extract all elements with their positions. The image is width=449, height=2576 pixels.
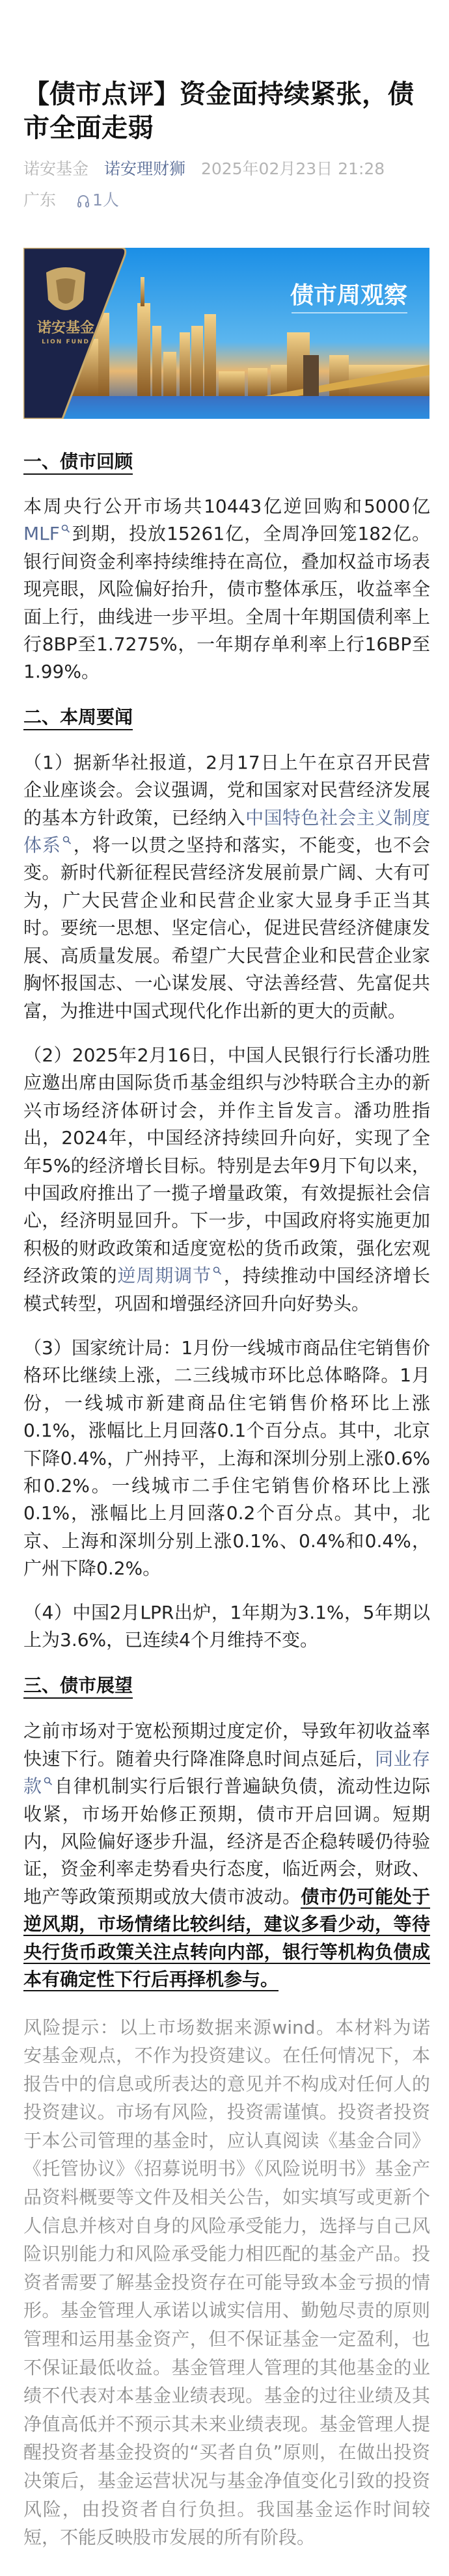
keyword-link-socialism-system[interactable]: 中国特色社会主义制度体系 [23,806,430,856]
section-heading-review: 一、债市回顾 [23,450,133,475]
review-paragraph [23,493,430,686]
source-name: 诺安基金 [23,159,89,178]
keyword-link-interbank-deposit[interactable]: 同业存款 [23,1747,430,1798]
text: ，持续推动中国经济增长模式转型，巩固和增强经济回升向好势头。 [23,1265,430,1314]
lion-logo [46,267,85,310]
text: ，将一以贯之坚持和落实，不能变，也不会变。新时代新征程民营经济发展前景广阔、大有可为，广大民营企业和民营企业家大显身手正当其时。要统一思想、坚定信心，促进民营经济健康发展、高质量发展。希望广大民营企业和民营企业家胸怀报国志、一心谋发展、守法善经营、先富促共富，为推进中国式现代化作出新的更大的贡献。 [23,834,430,1022]
text: （1）据新华社报道，2月17日上午在京召开民营企业座谈会。会议强调，党和国家对民营经济发展的基本方针政策，已经纳入 [23,751,430,829]
publish-datetime: 2025年02月23日 21:28 [200,159,385,178]
article-title: 【债市点评】资金面持续紧张，债市全面走弱 [23,79,414,143]
section-heading-outlook: 三、债市展望 [23,1674,133,1699]
news-item-4: （4）中国2月LPR出炉，1年期为3.1%，5年期以上为3.6%，已连续4个月维持不变。 [23,1601,430,1651]
brand-cn: 诺安基金 [36,320,95,336]
text: 到期，投放15261亿，全周净回笼182亿。银行间资金利率持续维持在高位，叠加权益市场表现亮眼，风险偏好抬升，债市整体承压，收益率全面上行，曲线进一步平坦。全周十年期国债利率上行8BP至1.7275%，一年期存单利率上行16BP至1.99%。 [23,523,430,683]
outlook-conclusion: 债市仍可能处于逆风期，市场情绪比较纠结，建议多看少动，等待央行货币政策关注点转向内部，银行等机构负债成本有确定性下行后再择机参与。 [23,1885,430,1991]
banner-water [23,396,429,419]
banner-title: 债市周观察 [290,282,408,309]
news-item-3: （3）国家统计局：1月份一线城市商品住宅销售价格环比继续上涨，二三线城市环比总体略降。1月份，一线城市新建商品住宅销售价格环比上涨0.1%，涨幅比上月回落0.1个百分点。其中，北京下降0.4%，广州持平，上海和深圳分别上涨0.6%和0.2%。一线城市二手住宅销售价格环比上涨0.1%，涨幅比上月回落0.2个百分点。其中，北京、上海和深圳分别上涨0.1%、0.4%和0.4%，广州下降0.2%。 [23,1336,430,1580]
text: 之前市场对于宽松预期过度定价，导致年初收益率快速下行。随着央行降准降息时间点延后， [23,1720,430,1770]
account-link[interactable]: 诺安理财狮 [103,159,185,178]
search-icon[interactable] [62,836,72,845]
article-location-row [23,191,119,210]
news-item-2 [23,1042,430,1318]
outlook-paragraph [23,1718,430,1993]
headphones-icon [77,194,90,208]
banner-image [23,248,429,419]
brand-en: LION FUND [42,339,90,345]
article-body [23,450,430,2552]
search-icon[interactable] [61,524,70,533]
keyword-link-mlf[interactable]: MLF [23,523,60,545]
text: 自律机制实行后银行普遍缺负债，流动性边际收紧，市场开始修正预期，债市开启回调。短期内，风险偏好逐步升温，经济是否企稳转暖仍待验证，资金利率走势看央行态度，临近两会，财政、地产等政策预期或放大债市波动。 [23,1775,430,1907]
news-item-1 [23,749,430,1025]
search-icon[interactable] [44,1777,53,1786]
risk-disclaimer: 风险提示：以上市场数据来源wind。本材料为诺安基金观点，不作为投资建议。在任何情况下，本报告中的信息或所表达的意见并不构成对任何人的投资建议。市场有风险，投资需谨慎。投资者投资于本公司管理的基金时，应认真阅读《基金合同》《托管协议》《招募说明书》《风险说明书》基金产品资料概要等文件及相关公告，如实填写或更新个人信息并核对自身的风险承受能力，选择与自己风险识别能力和风险承受能力相匹配的基金产品。投资者需要了解基金投资存在可能导致本金亏损的情形。基金管理人承诺以诚实信用、勤勉尽责的原则管理和运用基金资产，但不保证基金一定盈利，也不保证最低收益。基金管理人管理的其他基金的业绩不代表对本基金业绩表现。基金的过往业绩及其净值高低并不预示其未来业绩表现。基金管理人提醒投资者基金投资的“买者自负”原则，在做出投资决策后，基金运营状况与基金净值变化引致的投资风险，由投资者自行负担。我国基金运作时间较短，不能反映股市发展的所有阶段。 [23,2016,430,2549]
text: 本周央行公开市场共10443亿逆回购和5000亿 [23,496,430,517]
listen-button[interactable] [77,191,119,209]
keyword-link-countercyclical[interactable]: 逆周期调节 [117,1265,212,1287]
article-meta [23,159,385,179]
location: 广东 [23,191,57,209]
section-heading-news: 二、本周要闻 [23,706,133,730]
search-icon[interactable] [213,1266,222,1275]
listener-count: 1人 [92,191,119,209]
text: （2）2025年2月16日，中国人民银行行长潘功胜应邀出席由国际货币基金组织与沙特联合主办的新兴市场经济体研讨会，并作主旨发言。潘功胜指出，2024年，中国经济持续回升向好，实现了全年5%的经济增长目标。特别是去年9月下旬以来，中国政府推出了一揽子增量政策，有效提振社会信心，经济明显回升。下一步，中国政府将实施更加积极的财政政策和适度宽松的货币政策，强化宏观经济政策的 [23,1044,430,1287]
